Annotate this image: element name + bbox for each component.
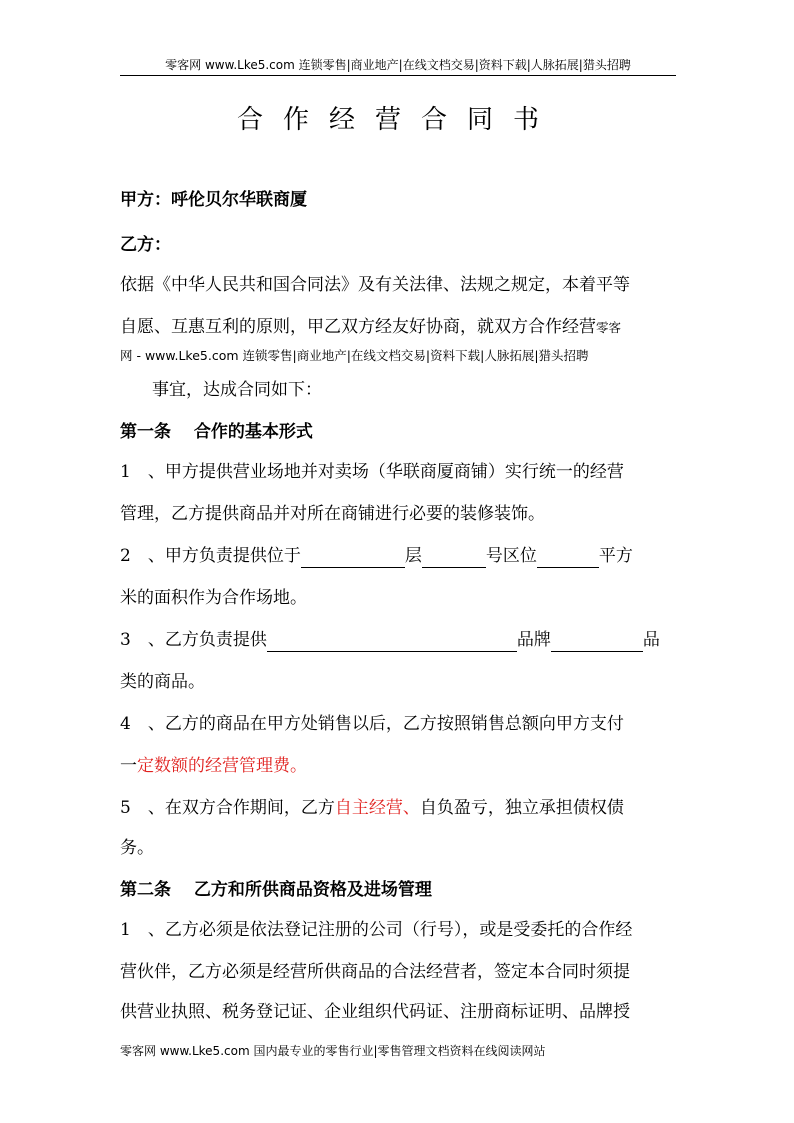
clause-3-part-b: 品牌 bbox=[516, 630, 551, 650]
intro-line-2 bbox=[120, 315, 680, 340]
intro-line-2-tail: 零客 bbox=[596, 320, 622, 335]
clause-2-part-d: 平方 bbox=[598, 546, 633, 566]
article-2-clause-1-line-2: 营伙伴，乙方必须是经营所供商品的合法经营者，签定本合同时须提 bbox=[120, 962, 630, 982]
number-blank[interactable] bbox=[422, 549, 486, 568]
footer-text: 零客网 www.Lke5.com 国内最专业的零售行业|零售管理文档资料在线阅读网站 bbox=[120, 1044, 546, 1058]
clause-5-highlight: 自主经营、 bbox=[334, 798, 420, 818]
article-2-heading: 第二条 乙方和所供商品资格及进场管理 bbox=[120, 880, 432, 900]
article-1-clause-2-line-2: 米的面积作为合作场地。 bbox=[120, 588, 307, 608]
article-1-clause-1-line-2: 管理，乙方提供商品并对所在商铺进行必要的装修装饰。 bbox=[120, 504, 545, 524]
clause-5-part-b: 自负盈亏，独立承担债权债 bbox=[419, 798, 624, 818]
article-1-clause-4-line-2 bbox=[120, 754, 680, 778]
brand-blank[interactable] bbox=[267, 633, 517, 652]
article-2-clause-1-line-1: 1 、乙方必须是依法登记注册的公司（行号），或是受委托的合作经 bbox=[120, 920, 633, 940]
floor-blank[interactable] bbox=[301, 549, 405, 568]
article-1-clause-4-line-1: 4 、乙方的商品在甲方处销售以后，乙方按照销售总额向甲方支付 bbox=[120, 714, 624, 734]
clause-2-part-c: 号区位 bbox=[485, 546, 537, 566]
clause-4-highlight: 定数额的经营管理费。 bbox=[137, 756, 307, 776]
clause-2-part-a: 2 、甲方负责提供位于 bbox=[120, 546, 301, 566]
clause-3-part-a: 3 、乙方负责提供 bbox=[120, 630, 267, 650]
intro-line-3: 网 - www.Lke5.com 连锁零售|商业地产|在线文档交易|资料下载|人脉拓展|猎头招聘 bbox=[120, 348, 589, 363]
article-1-clause-1-line-1: 1 、甲方提供营业场地并对卖场（华联商厦商铺）实行统一的经营 bbox=[120, 462, 624, 482]
header-text: 零客网 www.Lke5.com 连锁零售|商业地产|在线文档交易|资料下载|人脉拓展|猎头招聘 bbox=[165, 58, 631, 72]
article-1-clause-3-line-2: 类的商品。 bbox=[120, 672, 205, 692]
party-a: 甲方：呼伦贝尔华联商厦 bbox=[120, 190, 307, 210]
page-header bbox=[120, 57, 676, 76]
clause-5-part-a: 5 、在双方合作期间，乙方 bbox=[120, 798, 335, 818]
page-footer bbox=[120, 1043, 546, 1059]
intro-line-2-text: 自愿、互惠互利的原则，甲乙双方经友好协商，就双方合作经营 bbox=[120, 317, 596, 337]
article-1-clause-2-line-1 bbox=[120, 544, 680, 568]
intro-line-1: 依据《中华人民共和国合同法》及有关法律、法规之规定，本着平等 bbox=[120, 275, 630, 295]
category-blank[interactable] bbox=[551, 633, 643, 652]
clause-2-part-b: 层 bbox=[404, 546, 422, 566]
article-1-clause-5-line-2: 务。 bbox=[120, 838, 154, 858]
clause-3-part-c: 品 bbox=[642, 630, 660, 650]
article-1-clause-3-line-1 bbox=[120, 628, 680, 652]
article-1-clause-5-line-1 bbox=[120, 796, 680, 820]
article-1-heading: 第一条 合作的基本形式 bbox=[120, 422, 313, 442]
clause-4-part-a: 一 bbox=[120, 756, 137, 776]
area-blank[interactable] bbox=[537, 549, 599, 568]
party-b: 乙方： bbox=[120, 235, 171, 255]
intro-line-4: 事宜，达成合同如下： bbox=[152, 380, 322, 400]
document-title: 合作经营合同书 bbox=[236, 105, 559, 135]
article-2-clause-1-line-3: 供营业执照、税务登记证、企业组织代码证、注册商标证明、品牌授 bbox=[120, 1002, 630, 1022]
